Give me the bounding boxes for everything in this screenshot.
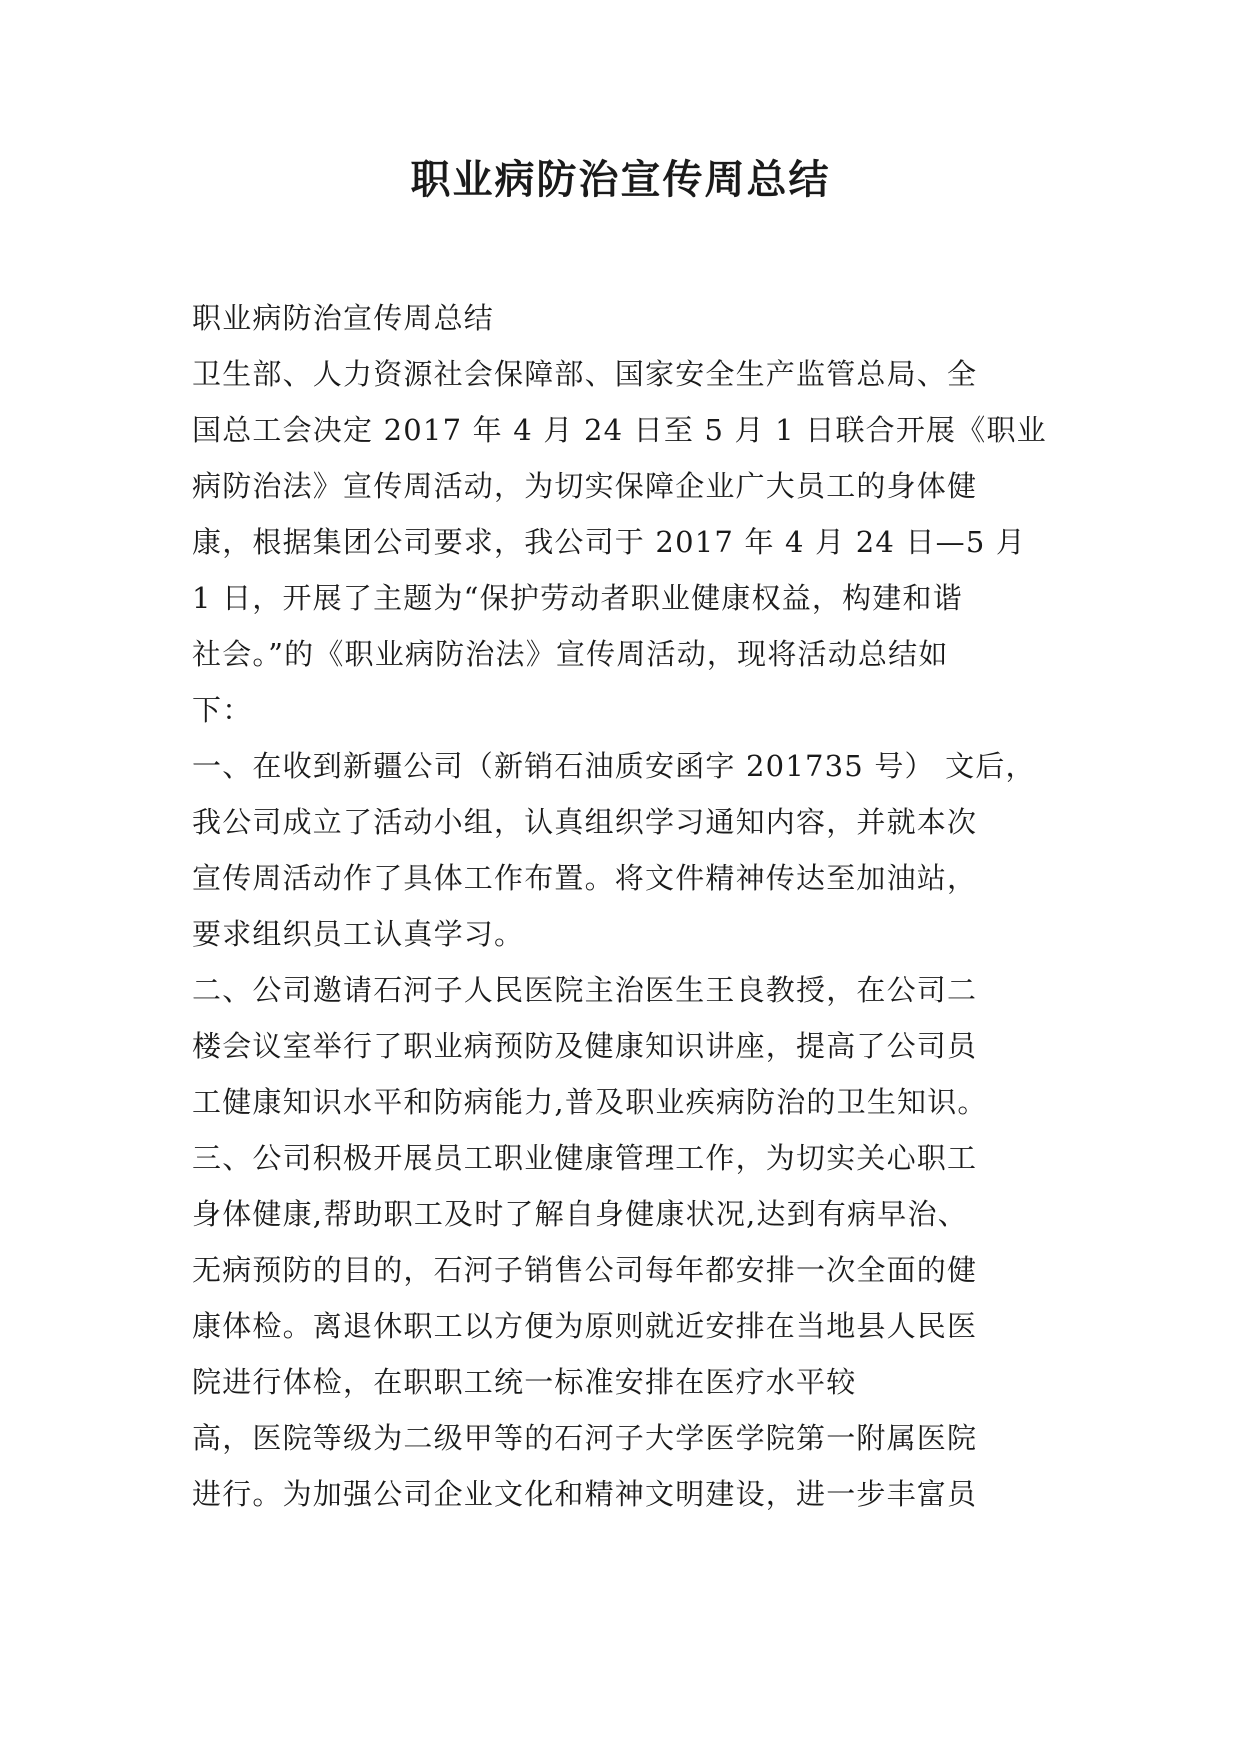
body-line: 病防治法》宣传周活动，为切实保障企业广大员工的身体健 [192, 469, 978, 503]
body-line: 身体健康,帮助职工及时了解自身健康状况,达到有病早治、 [192, 1197, 968, 1231]
body-line: 我公司成立了活动小组，认真组织学习通知内容，并就本次 [192, 805, 978, 839]
body-line: 康，根据集团公司要求，我公司于 2017 年 4 月 24 日—5 月 [192, 525, 1027, 559]
body-line: 国总工会决定 2017 年 4 月 24 日至 5 月 1 日联合开展《职业 [192, 413, 1047, 447]
body-line: 三、公司积极开展员工职业健康管理工作，为切实关心职工 [192, 1141, 978, 1175]
body-line: 楼会议室举行了职业病预防及健康知识讲座，提高了公司员 [192, 1029, 978, 1063]
document-title: 职业病防治宣传周总结 [410, 157, 831, 203]
body-line: 二、公司邀请石河子人民医院主治医生王良教授，在公司二 [192, 973, 978, 1007]
body-line: 1 日，开展了主题为“保护劳动者职业健康权益，构建和谐 [192, 581, 963, 615]
body-line: 无病预防的目的，石河子销售公司每年都安排一次全面的健 [192, 1253, 978, 1287]
body-line: 要求组织员工认真学习。 [192, 917, 525, 951]
body-line: 卫生部、人力资源社会保障部、国家安全生产监管总局、全 [192, 357, 978, 391]
body-line: 院进行体检，在职职工统一标准安排在医疗水平较 [192, 1365, 857, 1399]
body-line: 高，医院等级为二级甲等的石河子大学医学院第一附属医院 [192, 1421, 978, 1455]
body-line: 下： [192, 693, 253, 727]
body-line: 进行。为加强公司企业文化和精神文明建设，进一步丰富员 [192, 1477, 978, 1511]
body-line: 康体检。离退休职工以方便为原则就近安排在当地县人民医 [192, 1309, 978, 1343]
body-line: 一、在收到新疆公司（新销石油质安函字 201735 号） 文后， [192, 749, 1036, 783]
body-line: 社会。”的《职业病防治法》宣传周活动，现将活动总结如 [192, 637, 949, 671]
body-line: 职业病防治宣传周总结 [192, 301, 495, 335]
document-body [192, 290, 1052, 1522]
body-line: 宣传周活动作了具体工作布置。将文件精神传达至加油站， [192, 861, 978, 895]
body-line: 工健康知识水平和防病能力,普及职业疾病防治的卫生知识。 [192, 1085, 988, 1119]
